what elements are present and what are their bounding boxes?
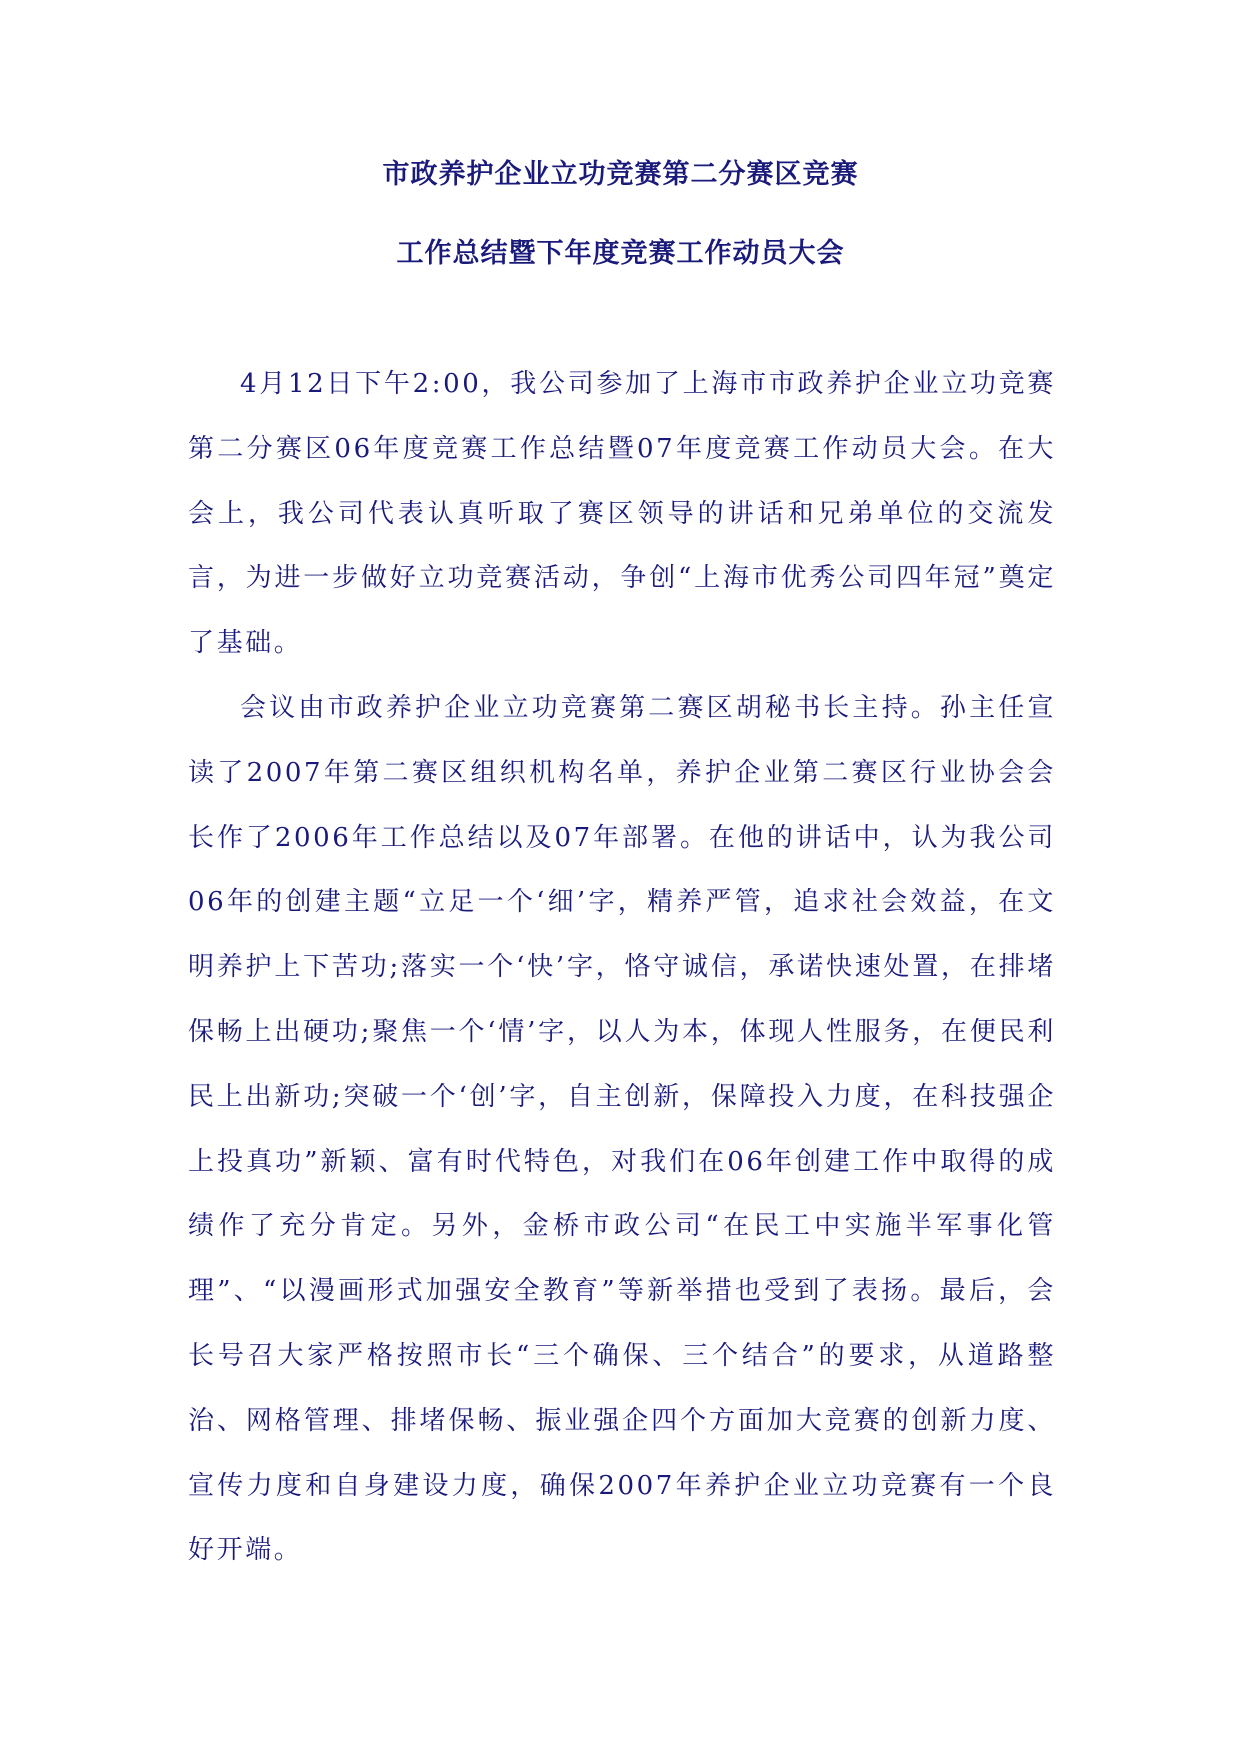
title-line-1: 市政养护企业立功竞赛第二分赛区竞赛 [382, 159, 859, 190]
paragraph-2: 会议由市政养护企业立功竞赛第二赛区胡秘书长主持。孙主任宣读了2007年第二赛区组织机构名单，养护企业第二赛区行业协会会长作了2006年工作总结以及07年部署。在他的讲话中，认为我公司06年的创建主题“立足一个‘细’字，精养严管，追求社会效益，在文明养护上下苦功;落实一个‘快’字，恪守诚信，承诺快速处置，在排堵保畅上出硬功;聚焦一个‘情’字，以人为本，体现人性服务，在便民利民上出新功;突破一个‘创’字，自主创新，保障投入力度，在科技强企上投真功”新颖、富有时代特色，对我们在06年创建工作中取得的成绩作了充分肯定。另外，金桥市政公司“在民工中实施半军事化管理”、“以漫画形式加强安全教育”等新举措也受到了表扬。最后，会长号召大家严格按照市长“三个确保、三个结合”的要求，从道路整治、网格管理、排堵保畅、振业强企四个方面加大竞赛的创新力度、宣传力度和自身建设力度，确保2007年养护企业立功竞赛有一个良好开端。 [188, 692, 1056, 1566]
document-body [188, 352, 1056, 1583]
document-title [0, 158, 1241, 271]
paragraph-1: 4月12日下午2:00，我公司参加了上海市市政养护企业立功竞赛第二分赛区06年度竞赛工作总结暨07年度竞赛工作动员大会。在大会上，我公司代表认真听取了赛区领导的讲话和兄弟单位的交流发言，为进一步做好立功竞赛活动，争创“上海市优秀公司四年冠”奠定了基础。 [188, 369, 1056, 659]
title-line-2: 工作总结暨下年度竞赛工作动员大会 [396, 238, 845, 269]
